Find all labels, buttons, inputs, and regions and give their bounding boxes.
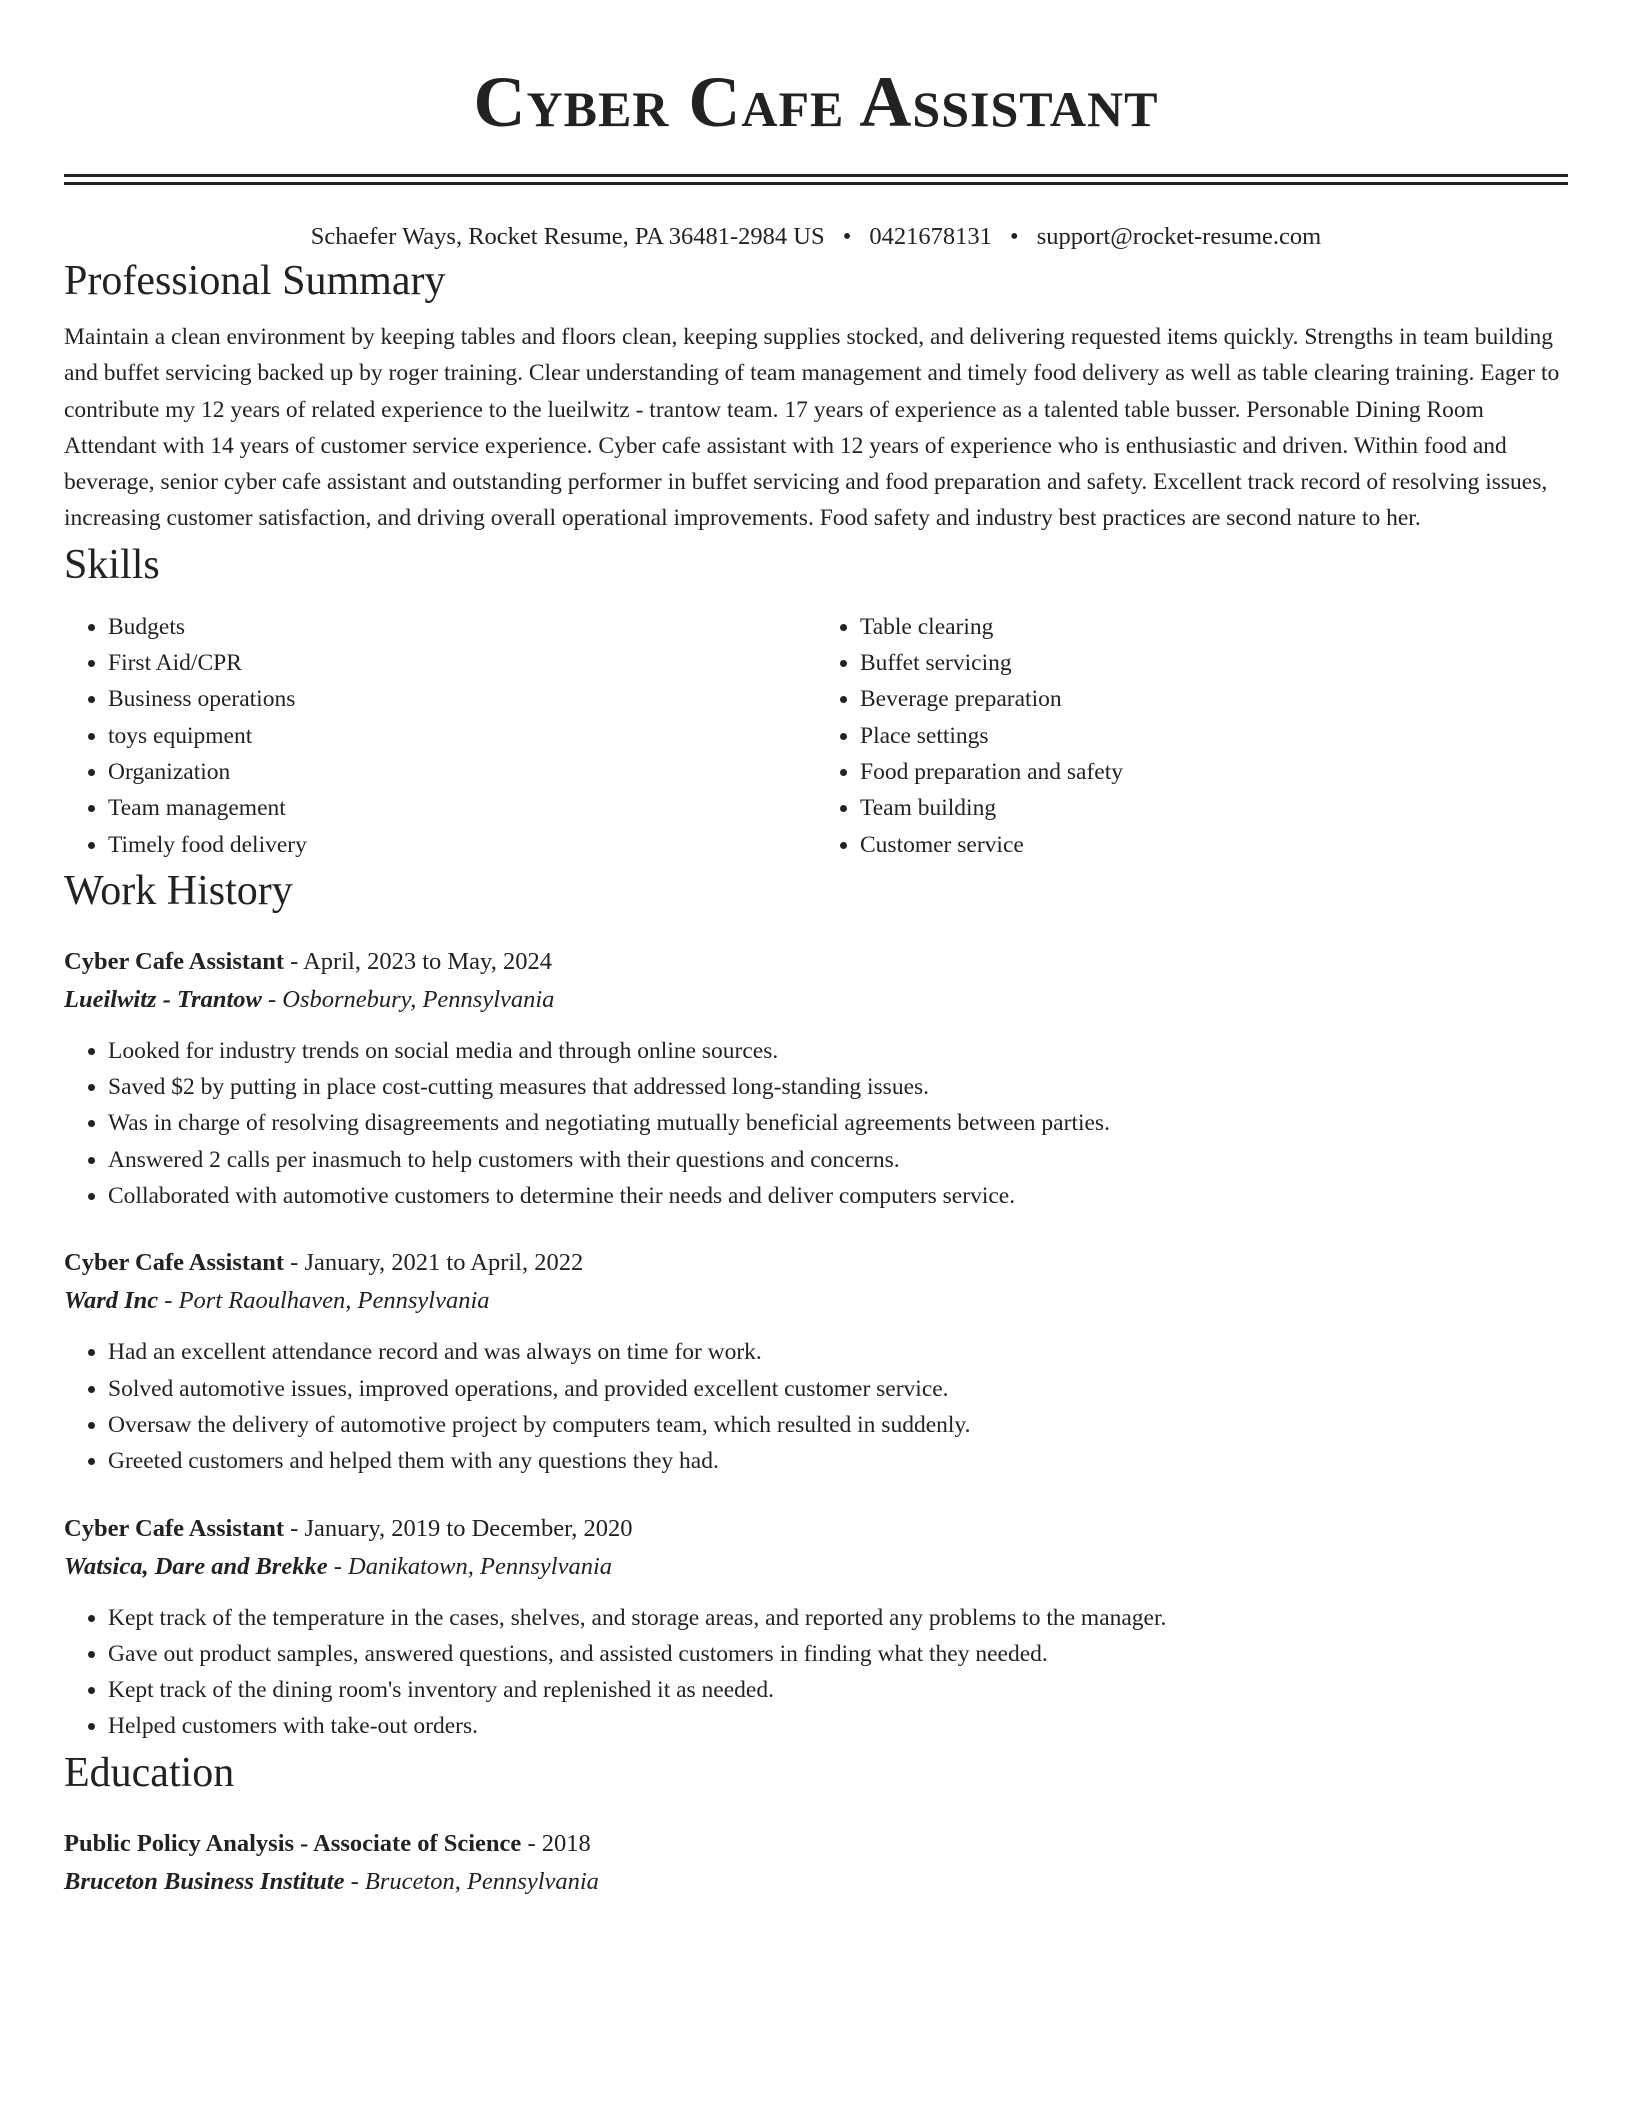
skill-item: • Timely food delivery (108, 827, 816, 863)
job-title-line (64, 1510, 1568, 1548)
job-duty: • Kept track of the dining room's inventory and replenished it as needed. (108, 1672, 1568, 1708)
contact-phone: 0421678131 (869, 223, 992, 250)
job-location: - Port Raoulhaven, Pennsylvania (158, 1287, 490, 1315)
skills-list-right (816, 609, 1568, 863)
job-location: - Danikatown, Pennsylvania (327, 1552, 613, 1580)
skill-item: • Place settings (860, 718, 1568, 754)
header-rule-top (64, 174, 1568, 177)
job-entry (64, 1510, 1568, 1745)
job-company-line (64, 1548, 1568, 1586)
education-year: - 2018 (521, 1829, 591, 1857)
education-school: Bruceton Business Institute (64, 1867, 345, 1895)
skill-item: • Buffet servicing (860, 645, 1568, 681)
job-duty: • Helped customers with take-out orders. (108, 1708, 1568, 1744)
skills-heading: Skills (64, 541, 160, 588)
job-duties (64, 1600, 1568, 1745)
education-location: - Bruceton, Pennsylvania (344, 1867, 599, 1895)
skill-item: • Business operations (108, 681, 816, 717)
job-duty: • Kept track of the temperature in the cases, shelves, and storage areas, and reported any problems to the manager. (108, 1600, 1568, 1636)
job-duty: • Was in charge of resolving disagreements and negotiating mutually beneficial agreements between parties. (108, 1105, 1568, 1141)
skill-item: • Beverage preparation (860, 681, 1568, 717)
education-school-line (64, 1863, 1568, 1901)
job-company: Ward Inc (64, 1287, 159, 1315)
contact-line (64, 221, 1568, 253)
summary-text: Maintain a clean environment by keeping tables and floors clean, keeping supplies stocked, and delivering requested items quickly. Strengths in team building and buffet servicing backed up by roger training. Clear understanding of team management and timely food delivery as well as table clearing training. Eager to contribute my 12 years of related experience to the lueilwitz - trantow team. 17 years of experience as a talented table busser. Personable Dining Room Attendant with 14 years of customer service experience. Cyber cafe assistant with 12 years of experience who is enthusiastic and driven. Within food and beverage, senior cyber cafe assistant and outstanding performer in buffet servicing and food preparation and safety. Excellent track record of resolving issues, increasing customer satisfaction, and driving overall operational improvements. Food safety and industry best practices are second nature to her. (64, 324, 1560, 532)
job-duty: • Gave out product samples, answered questions, and assisted customers in finding what they needed. (108, 1636, 1568, 1672)
contact-email: support@rocket-resume.com (1036, 223, 1322, 250)
job-title-line (64, 1244, 1568, 1282)
job-duties (64, 1334, 1568, 1479)
job-role: Cyber Cafe Assistant (64, 1249, 285, 1277)
skill-item: • Table clearing (860, 609, 1568, 645)
job-duty: • Looked for industry trends on social media and through online sources. (108, 1033, 1568, 1069)
header-rule-bottom (64, 182, 1568, 185)
work-history-heading: Work History (64, 867, 293, 914)
education-degree-line (64, 1825, 1568, 1863)
education-heading: Education (64, 1749, 235, 1796)
job-company: Lueilwitz - Trantow (64, 985, 262, 1013)
job-dates: - April, 2023 to May, 2024 (284, 947, 552, 975)
resume-name: Cyber Cafe Assistant (473, 62, 1159, 142)
job-company-line (64, 1282, 1568, 1320)
education-entry (64, 1825, 1568, 1901)
summary-heading: Professional Summary (64, 258, 446, 304)
job-duties (64, 1033, 1568, 1214)
skill-item: • Customer service (860, 827, 1568, 863)
contact-separator: • (1010, 223, 1019, 250)
job-dates: - January, 2019 to December, 2020 (284, 1514, 633, 1542)
job-role: Cyber Cafe Assistant (64, 947, 285, 975)
skill-item: • toys equipment (108, 718, 816, 754)
contact-separator: • (842, 223, 852, 250)
skills-list-left (64, 609, 816, 863)
job-duty: • Solved automotive issues, improved operations, and provided excellent customer service. (108, 1371, 1568, 1407)
job-duty: • Had an excellent attendance record and was always on time for work. (108, 1334, 1568, 1370)
job-title-line (64, 943, 1568, 981)
job-duty: • Answered 2 calls per inasmuch to help customers with their questions and concerns. (108, 1142, 1568, 1178)
job-dates: - January, 2021 to April, 2022 (284, 1249, 584, 1277)
skill-item: • Team management (108, 790, 816, 826)
skill-item: • Food preparation and safety (860, 754, 1568, 790)
job-duty: • Greeted customers and helped them with any questions they had. (108, 1443, 1568, 1479)
skill-item: • First Aid/CPR (108, 645, 816, 681)
job-duty: • Collaborated with automotive customers to determine their needs and deliver computers service. (108, 1178, 1568, 1214)
job-company: Watsica, Dare and Brekke (64, 1552, 328, 1580)
skill-item: • Team building (860, 790, 1568, 826)
contact-address: Schaefer Ways, Rocket Resume, PA 36481-2984 US (310, 223, 825, 250)
skill-item: • Organization (108, 754, 816, 790)
job-entry (64, 1244, 1568, 1479)
education-degree: Public Policy Analysis - Associate of Science (64, 1829, 522, 1857)
job-duty: • Oversaw the delivery of automotive project by computers team, which resulted in suddenly. (108, 1407, 1568, 1443)
job-location: - Osbornebury, Pennsylvania (261, 985, 555, 1013)
skill-item: • Budgets (108, 609, 816, 645)
job-role: Cyber Cafe Assistant (64, 1514, 285, 1542)
job-duty: • Saved $2 by putting in place cost-cutting measures that addressed long-standing issues. (108, 1069, 1568, 1105)
job-entry (64, 943, 1568, 1214)
skills-columns (64, 609, 1568, 863)
job-company-line (64, 981, 1568, 1019)
